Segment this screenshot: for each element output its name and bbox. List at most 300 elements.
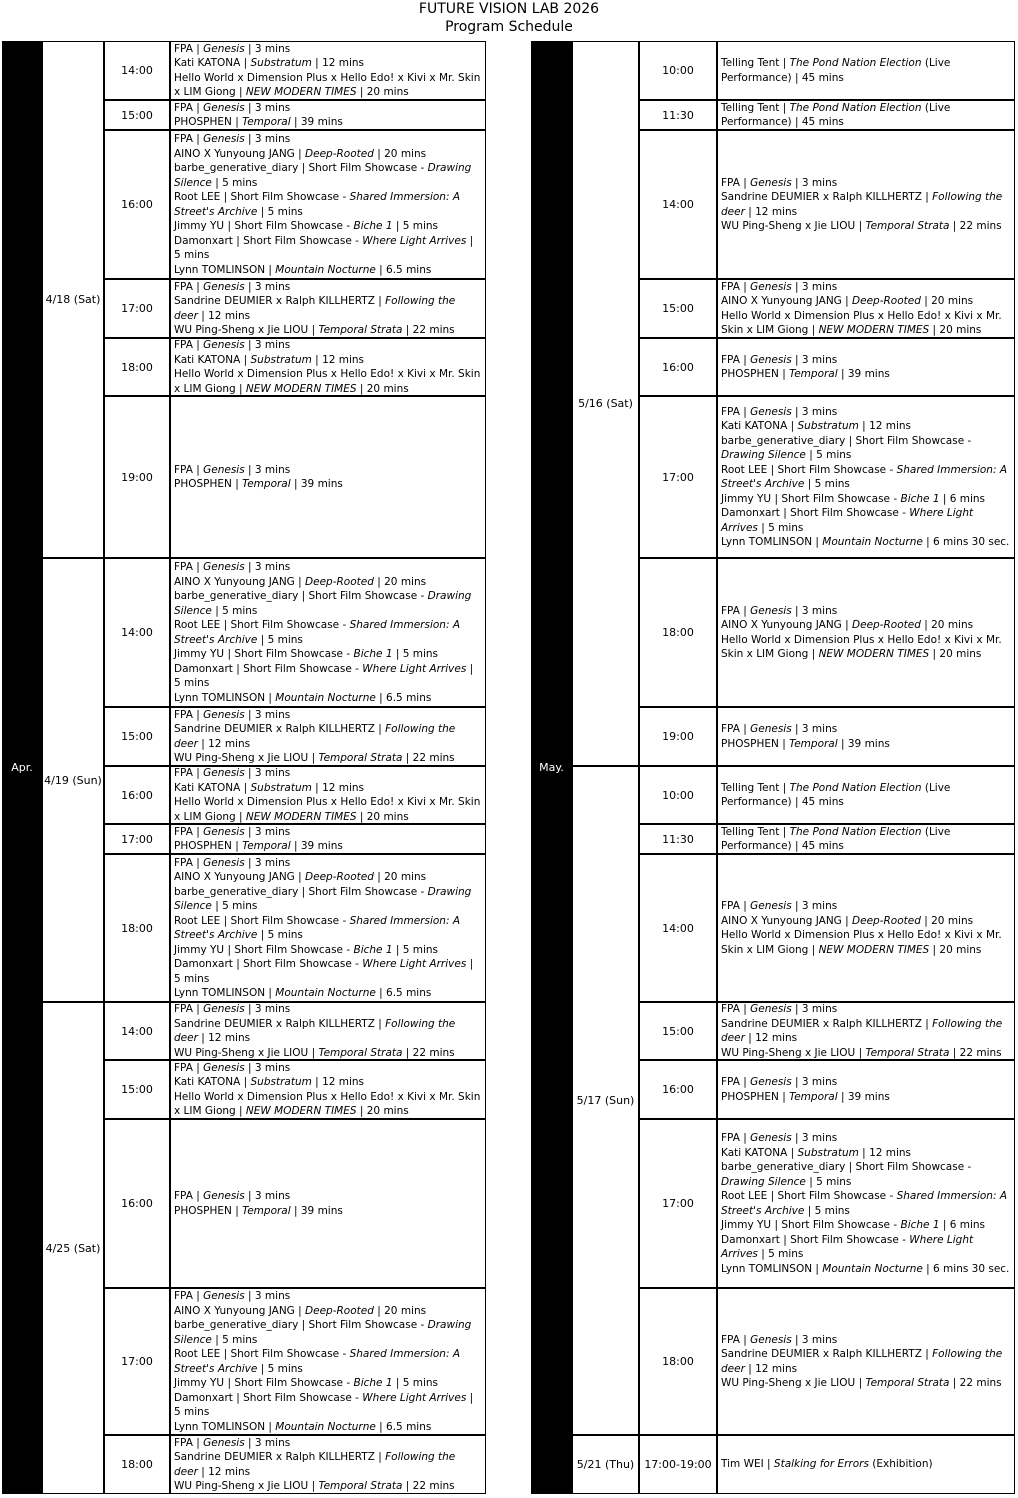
duration: 12 mins [322,1076,365,1088]
work-title: Substratum [250,353,312,366]
duration: 12 mins [208,1032,251,1044]
duration: 3 mins [801,280,838,293]
program-entry: Hello World x Dimension Plus x Hello Edo! x Kivi x Mr. Skin x LIM Giong | NEW MODERN TIMES | 20 mins [174,368,481,395]
work-title: Biche 1 [353,648,393,660]
program-entry: FPA | Genesis | 3 mins [721,280,838,293]
duration: 22 mins [412,1480,455,1492]
duration: 20 mins [384,871,427,883]
program-entry: WU Ping-Sheng x Jie LIOU | Temporal Strata | 22 mins [174,752,455,764]
program-entry: AINO X Yunyoung JANG | Deep-Rooted | 20 mins [721,914,974,927]
duration: 3 mins [254,708,291,721]
work-title: NEW MODERN TIMES [245,810,357,823]
program-entry: FPA | Genesis | 3 mins [174,825,291,838]
duration: 20 mins [366,1105,409,1117]
duration: 6 mins 30 sec. [933,1262,1010,1275]
program-entry: Jimmy YU | Short Film Showcase - Biche 1 | 6 mins [721,492,986,505]
work-title: Genesis [203,339,245,351]
work-title: Mountain Nocturne [275,987,376,999]
duration: 5 mins [816,1175,852,1188]
work-title: Shared Immersion: A Street's Archive [174,191,460,218]
duration: 22 mins [959,220,1002,232]
artist-name: FPA [174,1290,193,1302]
program-entry: FPA | Genesis | 3 mins [721,405,838,418]
work-title: Biche 1 [353,1377,393,1389]
program-entry: FPA | Genesis | 3 mins [174,133,291,145]
program-entry: FPA | Genesis | 3 mins [721,1003,838,1015]
artist-name: Lynn TOMLINSON [174,1420,266,1433]
artist-name: Root LEE [174,619,221,631]
artist-name: WU Ping-Sheng x Jie LIOU [721,220,856,232]
program-entry: Hello World x Dimension Plus x Hello Edo! x Kivi x Mr. Skin x LIM Giong | NEW MODERN TIMES | 20 mins [721,929,1002,956]
artist-name: Root LEE [721,463,768,476]
artist-name: Root LEE [174,1348,221,1360]
program-entry: Sandrine DEUMIER x Ralph KILLHERTZ | Following the deer | 12 mins [721,1017,1003,1044]
work-title: Deep-Rooted [305,575,374,588]
program-cell [170,558,486,707]
work-note: Live Performance [721,781,951,808]
artist-name: Hello World x Dimension Plus x Hello Edo! x Kivi x Mr. Skin x LIM Giong [174,368,481,395]
time-cell: 17:00 [104,1288,170,1435]
artist-name: Jimmy YU [721,1219,772,1231]
work-title: Genesis [203,280,245,293]
duration: 6 mins [949,1219,986,1231]
program-entry: Damonxart | Short Film Showcase - Where Light Arrives | 5 mins [721,1233,974,1260]
duration: 6.5 mins [386,1420,432,1433]
program-entry: Lynn TOMLINSON | Mountain Nocturne | 6 mins 30 sec. [721,1262,1010,1275]
artist-name: PHOSPHEN [174,840,232,852]
work-title: Substratum [797,420,859,432]
program-entry: FPA | Genesis | 3 mins [721,1333,838,1346]
work-title: Substratum [250,1076,312,1088]
program-entry: AINO X Yunyoung JANG | Deep-Rooted | 20 mins [174,147,427,160]
work-title: Genesis [203,1190,245,1202]
program-section: Short Film Showcase [230,914,340,927]
program-entry: WU Ping-Sheng x Jie LIOU | Temporal Strata | 22 mins [174,1480,455,1492]
artist-name: Sandrine DEUMIER x Ralph KILLHERTZ [721,1348,922,1360]
program-section: Short Film Showcase [243,958,352,970]
artist-name: Sandrine DEUMIER x Ralph KILLHERTZ [174,1451,375,1463]
artist-name: FPA [721,176,740,189]
artist-name: Kati KATONA [174,781,241,794]
artist-name: FPA [721,1132,740,1144]
program-entry: Hello World x Dimension Plus x Hello Edo! x Kivi x Mr. Skin x LIM Giong | NEW MODERN TIMES | 20 mins [174,796,481,823]
program-cell [717,854,1015,1002]
artist-name: barbe_generative_diary [721,434,846,447]
program-entry: Telling Tent | The Pond Nation Election (Live Performance) | 45 mins [721,57,951,84]
program-section: Short Film Showcase [308,1319,418,1331]
work-title: Drawing Silence [721,449,806,461]
artist-name: FPA [174,767,193,779]
duration: 12 mins [755,1032,798,1044]
work-title: Mountain Nocturne [822,536,923,548]
artist-name: AINO X Yunyoung JANG [174,575,295,588]
program-entry: Damonxart | Short Film Showcase - Where Light Arrives | 5 mins [721,507,974,534]
program-entry: FPA | Genesis | 3 mins [174,101,291,114]
program-entry: Jimmy YU | Short Film Showcase - Biche 1 | 5 mins [174,648,439,660]
program-section: Short Film Showcase [790,507,899,519]
duration: 3 mins [254,561,291,573]
artist-name: Damonxart [174,1391,233,1404]
artist-name: WU Ping-Sheng x Jie LIOU [721,1377,856,1389]
duration: 3 mins [801,1132,838,1144]
program-entry: AINO X Yunyoung JANG | Deep-Rooted | 20 mins [174,871,427,883]
artist-name: Kati KATONA [721,1146,788,1159]
artist-name: Lynn TOMLINSON [174,263,266,276]
artist-name: Sandrine DEUMIER x Ralph KILLHERTZ [174,1017,375,1030]
work-title: Where Light Arrives [721,507,974,534]
duration: 3 mins [254,1061,291,1074]
duration: 5 mins [222,900,258,912]
work-title: Genesis [750,1003,792,1015]
program-section: Short Film Showcase [781,1219,891,1231]
program-entry: Telling Tent | The Pond Nation Election (Live Performance) | 45 mins [721,101,951,128]
date-cell: 4/18 (Sat) [42,41,104,558]
program-entry: FPA | Genesis | 3 mins [721,1076,838,1088]
duration: 3 mins [254,463,291,476]
duration: 5 mins [174,677,210,689]
work-title: Drawing Silence [174,162,472,189]
program-entry: barbe_generative_diary | Short Film Showcase - Drawing Silence | 5 mins [174,1319,472,1346]
work-title: Where Light Arrives [362,662,467,675]
duration: 5 mins [816,449,852,461]
program-entry: Sandrine DEUMIER x Ralph KILLHERTZ | Following the deer | 12 mins [721,1348,1003,1375]
duration: 20 mins [939,648,982,660]
duration: 3 mins [801,604,838,617]
program-entry: FPA | Genesis | 3 mins [174,1003,291,1015]
duration: 12 mins [208,309,251,322]
schedule-title: FUTURE VISION LAB 2026 [418,1,600,17]
work-title: Where Light Arrives [362,958,467,970]
artist-name: Damonxart [721,1233,780,1246]
work-title: Following the deer [721,1348,1003,1375]
time-cell: 16:00 [104,1119,170,1288]
time-cell: 17:00 [639,1119,717,1288]
program-section: Short Film Showcase [243,234,352,247]
program-cell [717,707,1015,766]
duration: 45 mins [801,796,844,808]
month-label: Apr. [2,41,42,1494]
artist-name: FPA [721,1003,740,1015]
time-cell: 16:00 [104,766,170,824]
program-entry: Lynn TOMLINSON | Mountain Nocturne | 6.5 mins [174,691,432,704]
month-label: May. [531,41,572,1494]
work-title: Shared Immersion: A Street's Archive [721,463,1007,490]
work-title: Genesis [750,900,792,912]
program-cell [170,100,486,130]
program-entry: Sandrine DEUMIER x Ralph KILLHERTZ | Following the deer | 12 mins [174,1017,456,1044]
work-title: Substratum [250,57,312,69]
duration: 39 mins [300,116,343,128]
duration: 12 mins [755,1362,798,1375]
work-title: Shared Immersion: A Street's Archive [174,1348,460,1375]
program-section: Short Film Showcase [781,492,891,505]
program-entry: Damonxart | Short Film Showcase - Where Light Arrives | 5 mins [174,662,474,689]
duration: 22 mins [959,1377,1002,1389]
program-section: Short Film Showcase [308,590,418,602]
time-cell: 11:30 [639,100,717,130]
work-title: Temporal Strata [318,324,403,336]
work-title: Stalking for Errors [773,1458,869,1471]
program-section: Short Film Showcase [777,1190,887,1202]
program-entry: Telling Tent | The Pond Nation Election (Live Performance) | 45 mins [721,781,951,808]
work-title: NEW MODERN TIMES [818,648,930,660]
program-entry: FPA | Genesis | 3 mins [174,463,291,476]
artist-name: Damonxart [721,507,780,519]
artist-name: Telling Tent [721,781,780,794]
program-entry: Lynn TOMLINSON | Mountain Nocturne | 6.5 mins [174,987,432,999]
artist-name: Lynn TOMLINSON [174,691,266,704]
program-cell [717,100,1015,130]
duration: 5 mins [174,972,210,985]
program-section: Short Film Showcase [234,943,344,956]
artist-name: FPA [174,856,193,869]
duration: 6 mins [949,492,986,505]
program-entry: Kati KATONA | Substratum | 12 mins [174,1076,365,1088]
program-entry: PHOSPHEN | Temporal | 39 mins [721,1090,890,1103]
artist-name: WU Ping-Sheng x Jie LIOU [174,1046,309,1059]
time-cell: 14:00 [104,558,170,707]
duration: 20 mins [366,382,409,395]
program-cell [170,1002,486,1060]
duration: 39 mins [300,840,343,852]
program-entry: FPA | Genesis | 3 mins [174,856,291,869]
work-note: Live Performance [721,825,951,852]
work-title: Temporal Strata [865,1046,950,1059]
time-cell: 15:00 [639,1002,717,1060]
artist-name: FPA [174,1003,193,1015]
time-cell: 17:00 [639,396,717,558]
duration: 12 mins [869,1146,912,1159]
artist-name: WU Ping-Sheng x Jie LIOU [174,1480,309,1492]
artist-name: Lynn TOMLINSON [174,987,266,999]
work-title: Drawing Silence [174,885,472,912]
time-cell: 17:00-19:00 [639,1435,717,1494]
program-cell [170,854,486,1002]
duration: 3 mins [801,1076,838,1088]
duration: 3 mins [254,133,291,145]
duration: 3 mins [254,1290,291,1302]
time-cell: 15:00 [104,100,170,130]
artist-name: Lynn TOMLINSON [721,1262,813,1275]
program-entry: barbe_generative_diary | Short Film Showcase - Drawing Silence | 5 mins [174,885,472,912]
work-title: Temporal Strata [318,752,403,764]
program-entry: Hello World x Dimension Plus x Hello Edo! x Kivi x Mr. Skin x LIM Giong | NEW MODERN TIMES | 20 mins [174,71,481,98]
work-title: Genesis [203,1003,245,1015]
artist-name: FPA [721,280,740,293]
duration: 12 mins [208,737,251,750]
time-cell: 15:00 [104,1060,170,1119]
work-title: Biche 1 [353,220,393,232]
program-entry: Root LEE | Short Film Showcase - Shared Immersion: A Street's Archive | 5 mins [174,914,460,941]
program-section: Short Film Showcase [243,662,352,675]
program-cell [717,279,1015,338]
page-title [0,0,1018,36]
duration: 5 mins [768,521,804,534]
artist-name: FPA [174,280,193,293]
date-cell: 5/16 (Sat) [572,41,639,766]
program-entry: Root LEE | Short Film Showcase - Shared Immersion: A Street's Archive | 5 mins [174,1348,460,1375]
duration: 20 mins [931,295,974,307]
duration: 3 mins [254,280,291,293]
program-entry: Jimmy YU | Short Film Showcase - Biche 1 | 6 mins [721,1219,986,1231]
work-title: Drawing Silence [174,590,472,617]
program-cell [717,130,1015,279]
program-cell [170,279,486,338]
work-title: Following the deer [174,1451,456,1478]
duration: 20 mins [366,810,409,823]
artist-name: Lynn TOMLINSON [721,536,813,548]
artist-name: Telling Tent [721,101,780,114]
work-title: Following the deer [721,1017,1003,1044]
artist-name: AINO X Yunyoung JANG [174,871,295,883]
program-cell [717,1119,1015,1288]
duration: 22 mins [959,1046,1002,1059]
work-note: Live Performance [721,57,951,84]
work-title: Biche 1 [900,492,940,505]
artist-name: PHOSPHEN [174,116,232,128]
artist-name: Sandrine DEUMIER x Ralph KILLHERTZ [174,295,375,307]
work-title: Genesis [750,1132,792,1144]
work-title: NEW MODERN TIMES [245,382,357,395]
work-title: Temporal [242,116,291,128]
time-cell: 10:00 [639,766,717,824]
work-title: Where Light Arrives [362,1391,467,1404]
duration: 3 mins [254,1436,291,1449]
artist-name: barbe_generative_diary [174,1319,299,1331]
duration: 20 mins [384,1304,427,1317]
program-entry: Hello World x Dimension Plus x Hello Edo! x Kivi x Mr. Skin x LIM Giong | NEW MODERN TIMES | 20 mins [721,633,1002,660]
program-entry: FPA | Genesis | 3 mins [174,280,291,293]
work-title: Genesis [203,1436,245,1449]
duration: 5 mins [402,943,439,956]
artist-name: Kati KATONA [174,57,241,69]
program-entry: Damonxart | Short Film Showcase - Where Light Arrives | 5 mins [174,234,474,261]
work-title: The Pond Nation Election [789,57,922,69]
work-title: Genesis [750,353,792,366]
time-cell: 18:00 [104,854,170,1002]
artist-name: Damonxart [174,234,233,247]
duration: 3 mins [254,767,291,779]
artist-name: Root LEE [174,191,221,203]
work-title: Temporal Strata [865,220,950,232]
program-entry: Sandrine DEUMIER x Ralph KILLHERTZ | Following the deer | 12 mins [174,295,456,322]
schedule-subtitle: Program Schedule [445,19,573,35]
program-section: Short Film Showcase [777,463,887,476]
work-title: Genesis [203,708,245,721]
program-section: Short Film Showcase [855,1161,965,1173]
program-cell [170,130,486,279]
program-cell [170,1435,486,1494]
artist-name: FPA [721,723,740,735]
program-cell [717,396,1015,558]
artist-name: Jimmy YU [174,220,225,232]
duration: 3 mins [801,405,838,418]
work-title: Drawing Silence [721,1175,806,1188]
program-entry: Hello World x Dimension Plus x Hello Edo! x Kivi x Mr. Skin x LIM Giong | NEW MODERN TIMES | 20 mins [174,1090,481,1117]
time-cell: 15:00 [639,279,717,338]
time-cell: 14:00 [639,130,717,279]
work-title: Genesis [203,561,245,573]
work-title: Where Light Arrives [362,234,467,247]
duration: 39 mins [847,1090,890,1103]
work-title: Genesis [750,723,792,735]
program-section: Short Film Showcase [308,162,418,174]
work-title: Following the deer [174,295,456,322]
artist-name: FPA [174,561,193,573]
artist-name: FPA [721,1333,740,1346]
duration: 3 mins [254,856,291,869]
artist-name: FPA [174,42,193,55]
artist-name: FPA [174,708,193,721]
work-title: Genesis [203,101,245,114]
work-title: Mountain Nocturne [822,1262,923,1275]
artist-name: Telling Tent [721,57,780,69]
artist-name: Damonxart [174,662,233,675]
program-cell [717,1060,1015,1119]
program-entry: barbe_generative_diary | Short Film Showcase - Drawing Silence | 5 mins [174,162,472,189]
duration: 3 mins [254,101,291,114]
program-entry: FPA | Genesis | 3 mins [174,1190,291,1202]
program-entry: AINO X Yunyoung JANG | Deep-Rooted | 20 mins [174,1304,427,1317]
artist-name: PHOSPHEN [721,737,779,750]
duration: 20 mins [366,86,409,98]
duration: 3 mins [254,1003,291,1015]
artist-name: Kati KATONA [721,420,788,432]
artist-name: Sandrine DEUMIER x Ralph KILLHERTZ [721,1017,922,1030]
program-cell [170,1060,486,1119]
artist-name: FPA [174,133,193,145]
work-title: Genesis [203,42,245,55]
program-entry: FPA | Genesis | 3 mins [174,42,291,55]
program-entry: FPA | Genesis | 3 mins [174,339,291,351]
program-entry: FPA | Genesis | 3 mins [174,561,291,573]
duration: 3 mins [801,1003,838,1015]
program-section: Short Film Showcase [230,191,340,203]
program-section: Short Film Showcase [308,885,418,898]
program-entry: Kati KATONA | Substratum | 12 mins [174,57,365,69]
duration: 45 mins [801,116,844,128]
artist-name: Jimmy YU [174,943,225,956]
duration: 5 mins [814,1204,850,1217]
program-entry: FPA | Genesis | 3 mins [721,723,838,735]
duration: 45 mins [801,71,844,84]
program-cell [170,1288,486,1435]
duration: 3 mins [254,42,291,55]
work-title: Genesis [203,1061,245,1074]
time-cell: 17:00 [104,824,170,854]
program-cell [170,338,486,396]
time-cell: 16:00 [639,338,717,396]
duration: 3 mins [801,900,838,912]
program-section: Short Film Showcase [230,619,340,631]
artist-name: PHOSPHEN [174,1204,232,1217]
program-entry: Root LEE | Short Film Showcase - Shared Immersion: A Street's Archive | 5 mins [174,191,460,218]
work-title: Mountain Nocturne [275,691,376,704]
program-cell [170,396,486,558]
program-cell [717,766,1015,824]
duration: 3 mins [801,1333,838,1346]
program-cell [717,338,1015,396]
work-title: The Pond Nation Election [789,825,922,838]
program-entry: Sandrine DEUMIER x Ralph KILLHERTZ | Following the deer | 12 mins [174,723,456,750]
date-cell: 5/17 (Sun) [572,766,639,1435]
duration: 22 mins [412,1046,455,1059]
program-entry: Sandrine DEUMIER x Ralph KILLHERTZ | Following the deer | 12 mins [174,1451,456,1478]
artist-name: Hello World x Dimension Plus x Hello Edo! x Kivi x Mr. Skin x LIM Giong [174,796,481,823]
duration: 5 mins [267,1362,303,1375]
work-title: Genesis [750,405,792,418]
duration: 6.5 mins [386,263,432,276]
